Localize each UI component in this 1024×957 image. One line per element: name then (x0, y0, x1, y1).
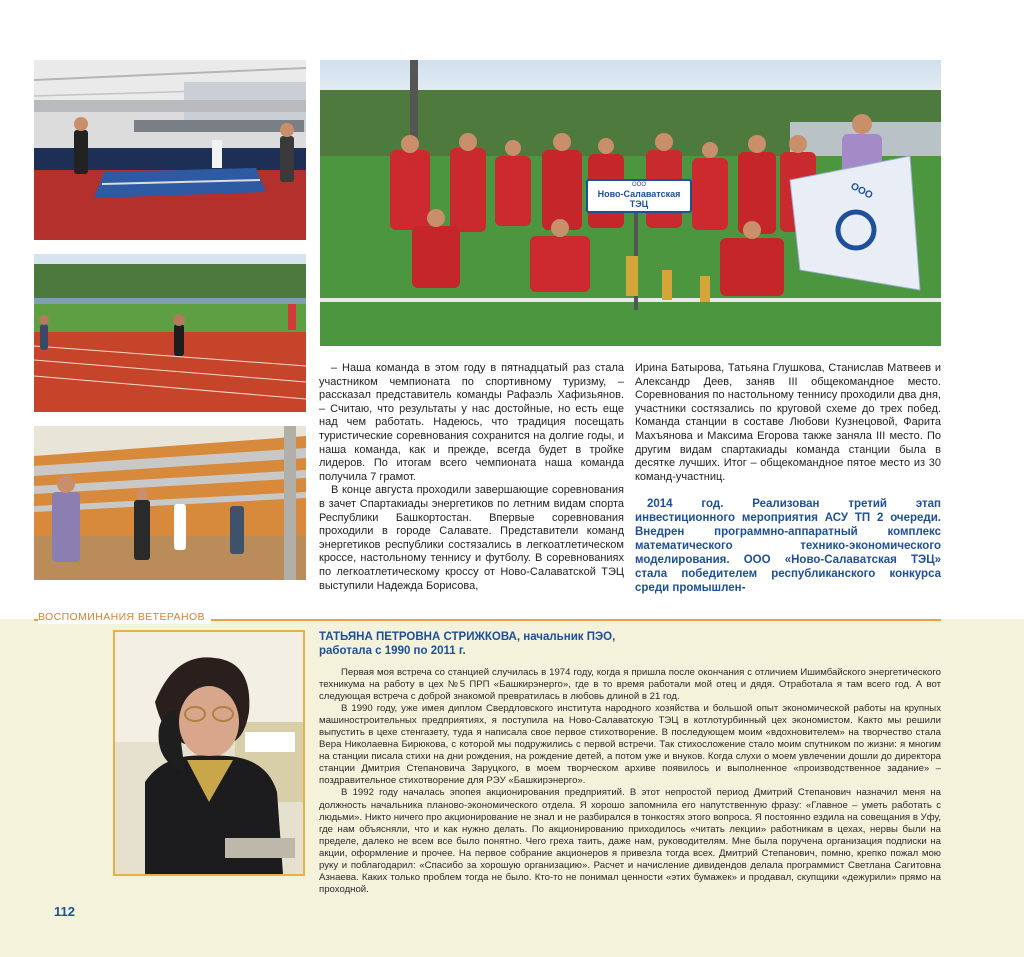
photo-team-group (320, 60, 941, 346)
memoir-text (319, 667, 941, 896)
article-paragraph: – Наша команда в этом году в пятнадцатый раз стала участником чемпионата по спортивному туризму, – рассказал представитель команды Рафаэль Хафизьянов. – Считаю, что результаты у нас достойные, но есть еще над чем работать. Надеюсь, что традиция посещать туристические соревнования сохранится на долгие годы, и наша команда, как и прежде, всегда будет в тройке лидеров. По итогам всего чемпионата наша команда получила 7 грамот. (319, 362, 624, 483)
team-banner-sub: ТЭЦ (629, 199, 649, 209)
section-label: ВОСПОМИНАНИЯ ВЕТЕРАНОВ (38, 610, 211, 624)
article-column-right (635, 362, 941, 484)
veteran-title (319, 630, 919, 658)
memoir-paragraph: В 1990 году, уже имея диплом Свердловского института народного хозяйства и большой опыт экономической работы на крупных машиностроительных предприятиях, я поступила на Ново-Салаватскую ТЭЦ в котлотурбинный цех экономистом. Както мы решили выпустить в цехе стенгазету, туда я написала свое первое стихотворение. В последующем моим «вдохновителем» на творчество стала Вера Николаевна Бирюкова, с которой мы подружились с первой встречи. Так стихосложение стало моим спутником по жизни: я многим на станции писала стихи на дни рождения, на рождение детей, а потом уже и внуков. Когда слухи о моем увлечении дошли до директора станции Дмитрия Степановича Заруцкого, в моем творческом архиве появилось и выполненное «производственное задание» – поздравительное стихотворение для РЭУ «Башкирэнерго». (319, 703, 941, 787)
svg-text:ООО: ООО (848, 180, 875, 202)
page-number: 112 (54, 904, 75, 919)
team-banner-main: Ново-Салаватская (597, 189, 681, 199)
article-paragraph: В конце августа проходили завершающие соревнования в зачет Спартакиады энергетиков по летним видам спорта Республики Башкортостан. Впервые соревнования проходили в городе Салавате. Представители команд энергетиков республики состязались в легкоатлетическом кроссе, настольному теннису и футболу. В соревнованиях по легкоатлетическому кроссу от Ново-Салаватской ТЭЦ выступили Надежда Борисова, (319, 484, 624, 592)
photo-stadium-stands (34, 426, 306, 580)
portrait-photo (113, 630, 305, 876)
company-flag (790, 156, 920, 290)
article-paragraph: Ирина Батырова, Татьяна Глушкова, Станислав Матвеев и Александр Деев, заняв III общекомандное место. Соревнования по настольному теннису проходили два дня, участники состязались по круговой схеме до трех побед. Команда станции в составе Любови Кузнецовой, Фарита Махъянова и Максима Егорова также заняла III место. По другим видам спартакиады команда станции была в десятке лучших. Итог – общекомандное пятое место из 30 команд-участниц. (635, 362, 941, 483)
team-banner (586, 179, 692, 213)
memoir-paragraph: Первая моя встреча со станцией случилась в 1974 году, когда я пришла после окончания с отличием Ишимбайского энергетического техникума на работу в цех №5 ПРП «Башкирэнерго», где в то время работали мой отец и дядя. Отработала я там всего год. А вот следующая встреча с доброй знакомой превратилась в любовь длиной в 21 год. (319, 667, 941, 703)
photo-table-tennis (34, 60, 306, 240)
milestone-highlight: 2014 год. Реализован третий этап инвестиционного мероприятия АСУ ТП 2 очереди. Внедрен программно-аппаратный комплекс математического технико-экономического моделирования. ООО «Ново-Салаватская ТЭЦ» стала победителем республиканского конкурса среди промышлен- (635, 498, 941, 594)
veteran-name-line: ТАТЬЯНА ПЕТРОВНА СТРИЖКОВА, начальник ПЭО, (319, 631, 616, 643)
team-banner-small: ООО (631, 182, 646, 188)
article-column-left (319, 362, 624, 593)
veteran-tenure-line: работала с 1990 по 2011 г. (319, 645, 466, 657)
photo-running-track (34, 254, 306, 412)
memoir-paragraph: В 1992 году началась эпопея акционирования предприятий. В этот непростой период Дмитрий Степанович назначил меня на должность начальника планово-экономического отдела. Я хорошо запомнила его напутственную фразу: «Главное – уметь работать с людьми». Никто ничего про акционирование не знал и не разбирался в тонкостях этого вопроса. Я постоянно ездила на совещания в Уфу, где нам объясняли, что и как нужно делать. По акционированию приходилось «читать лекции» работникам в цехах, нервы были на пределе, далеко не всем все было понятно. Чего греха таить, даже нам, руководителям. Мне была поручена организация подписки на акции, оформление и прочее. На первое собрание акционеров я привезла тогда всех. Дмитрий Степанович, помню, крепко пожал мою руку и поблагодарил: «Спасибо за хорошую организацию». Расчет и начисление дивидендов делала программист Светлана Сагитовна Азнаева. Каких только проблем тогда не было. Кто-то не понимал ценности «этих бумажек» и продавал, скупщики «дежурили» прямо на проходной. (319, 787, 941, 895)
